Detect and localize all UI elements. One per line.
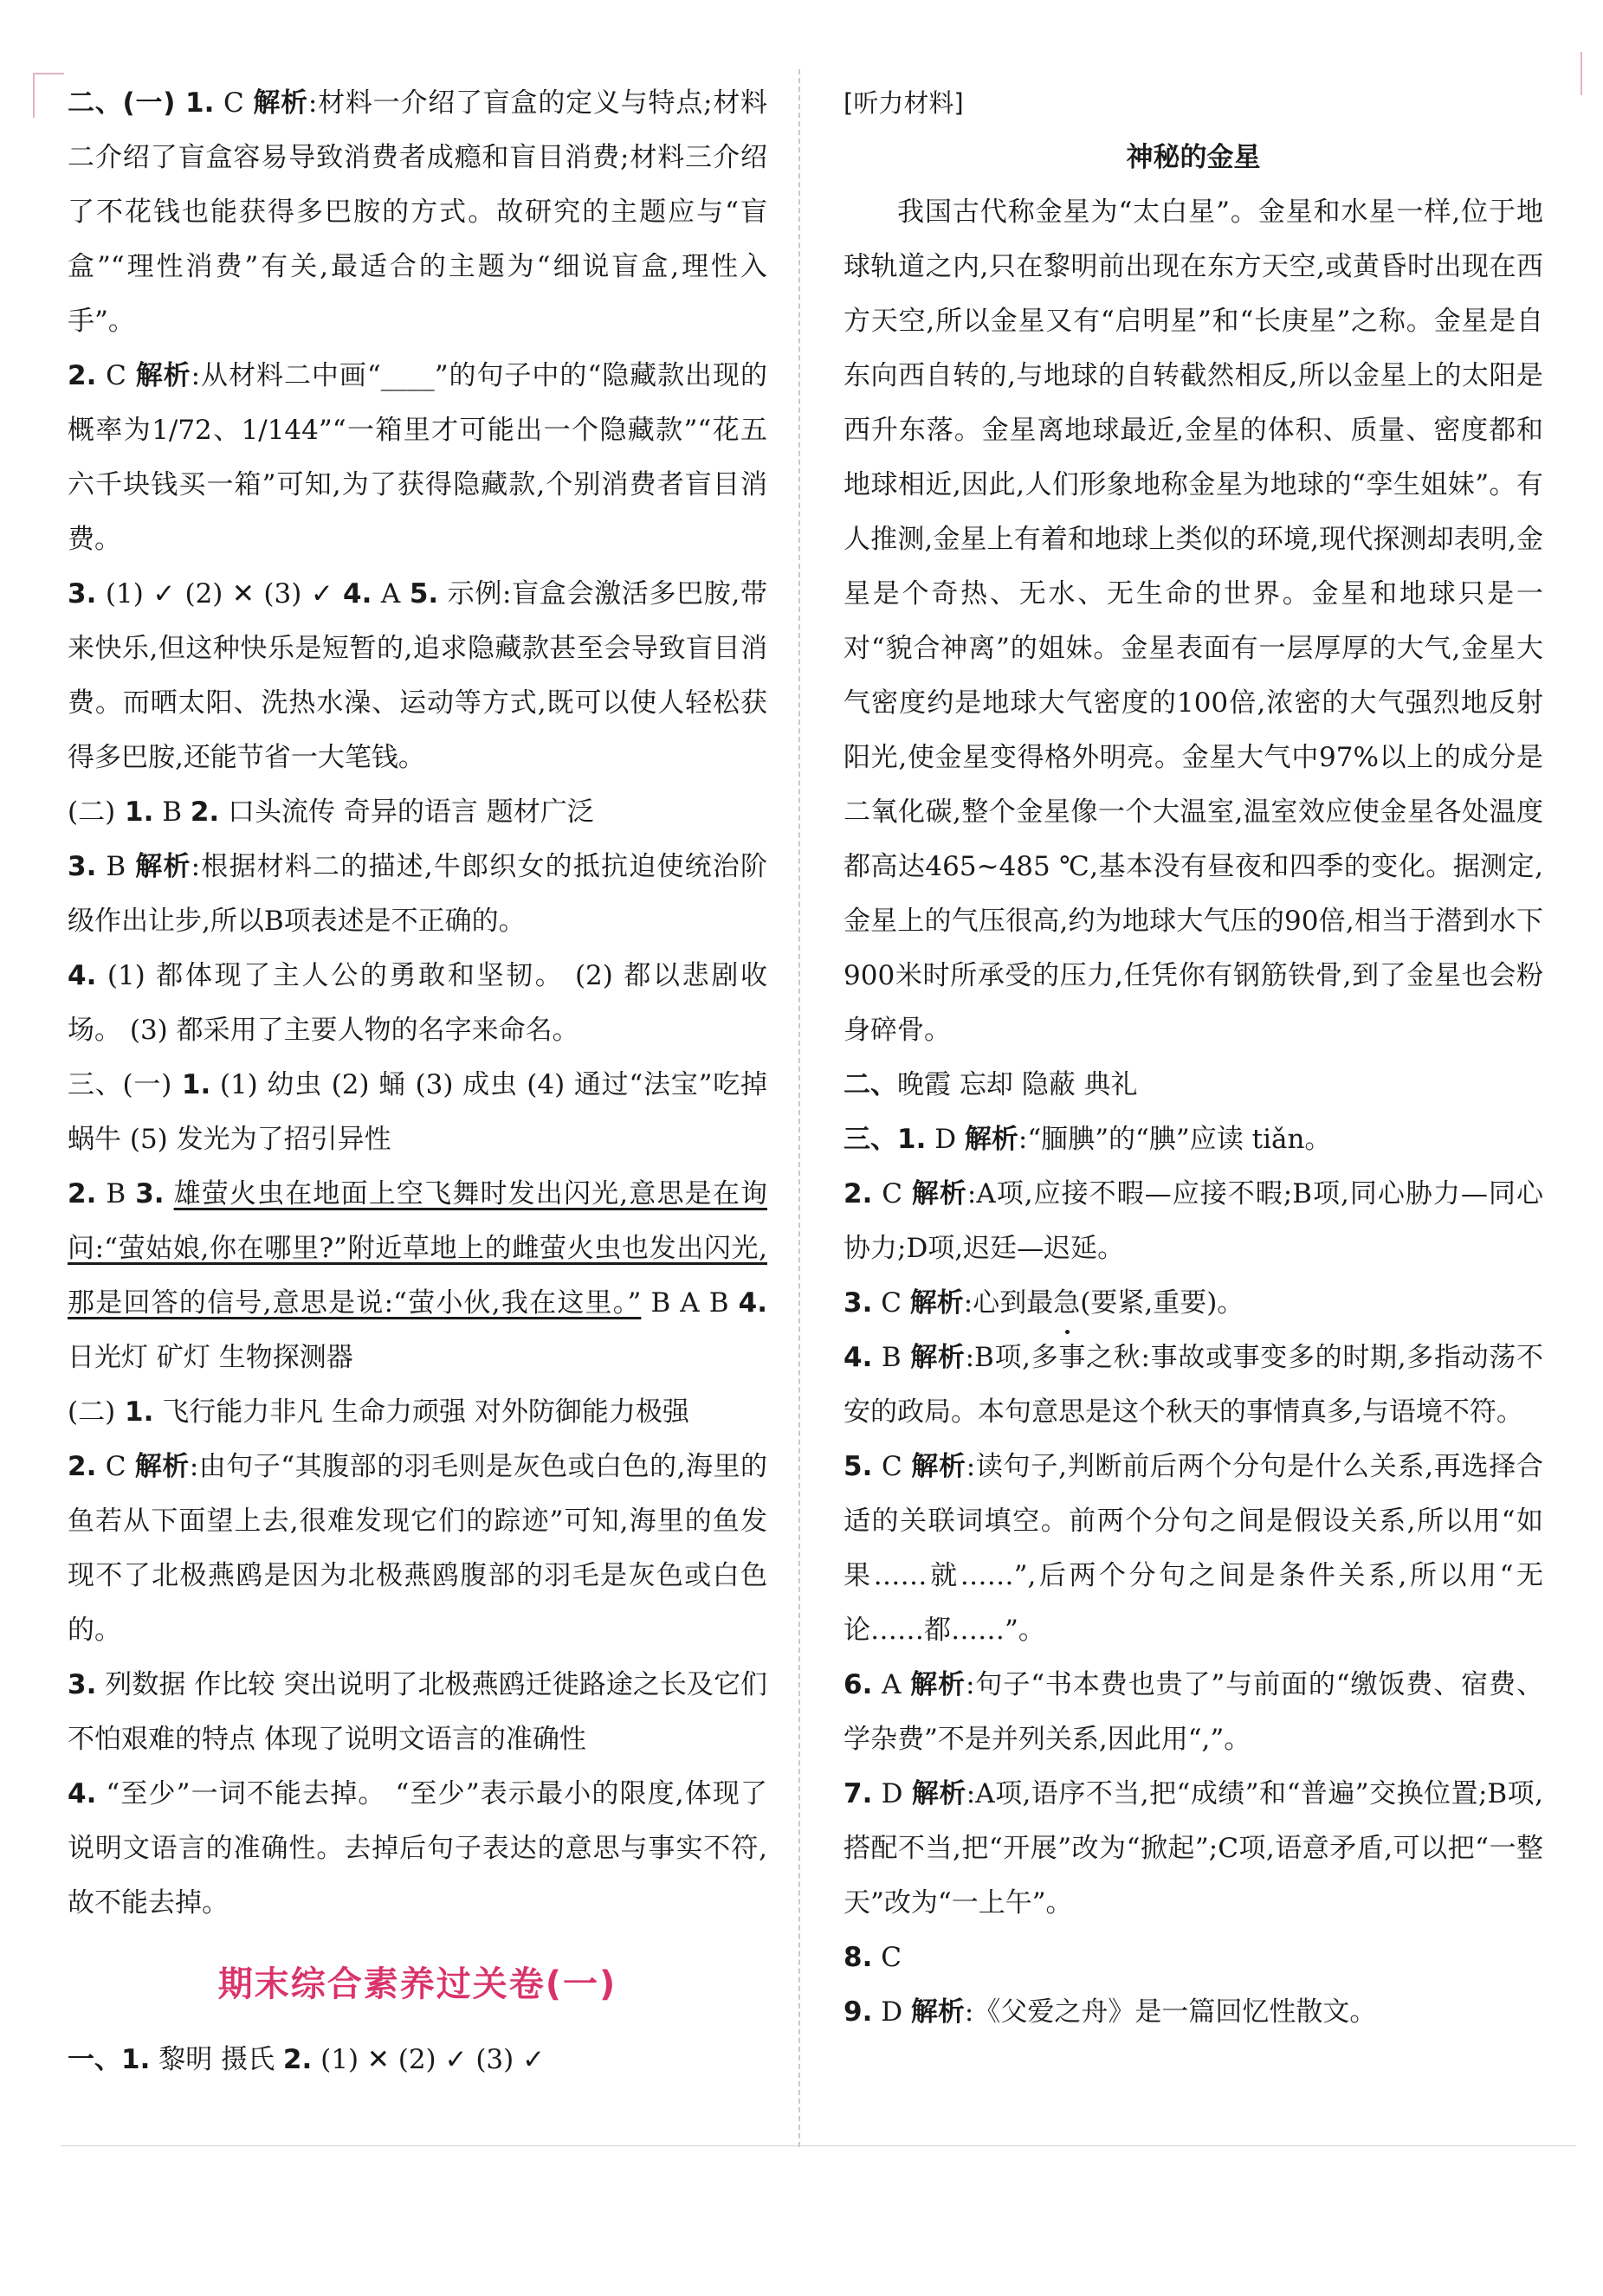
question-number: 4. (68, 1778, 97, 1809)
answer-2-2-1-2 (68, 785, 767, 840)
answer-text: 日光灯 矿灯 生物探测器 (68, 1342, 353, 1373)
question-number: 5. (409, 578, 439, 609)
answer-2-2-3 (68, 840, 767, 949)
analysis-label: 解析 (911, 1451, 966, 1482)
answer-3-9 (844, 1985, 1543, 2040)
answer-text: (1) 幼虫 (2) 蛹 (3) 成虫 (4) 通过“法宝”吃掉蜗牛 (5) 发光为了招引异性 (68, 1069, 767, 1155)
answer-3-3 (844, 1276, 1543, 1331)
answer-3-7 (844, 1767, 1543, 1931)
question-number: 3. (68, 1669, 97, 1700)
column-divider (798, 69, 800, 2147)
answer-letter: B (96, 851, 136, 882)
section-heading: 期末综合素养过关卷(一) (217, 1964, 617, 2004)
answer-2-1-1 (68, 76, 767, 349)
answer-text: 黎明 摄氏 (150, 2044, 283, 2075)
question-number: 4. (68, 960, 97, 991)
answer-2-1-2 (68, 349, 767, 567)
analysis-text: :A项,语序不当,把“成绩”和“普遍”交换位置;B项,搭配不当,把“开展”改为“掀起”;C项,语意矛盾,可以把“一整天”改为“一上午”。 (844, 1778, 1544, 1919)
question-number: 2. (844, 1178, 873, 1209)
corner-mark-right (1580, 52, 1587, 95)
answer-3-1-1 (68, 1058, 767, 1167)
answer-letter: C (214, 87, 254, 119)
analysis-label: 解析 (910, 1669, 966, 1700)
question-number: 1. (115, 797, 154, 828)
answer-3-1 (844, 1113, 1543, 1167)
analysis-text: :《父爱之舟》是一篇回忆性散文。 (964, 1996, 1377, 2028)
analysis-label: 解析 (911, 1178, 967, 1209)
question-number: 一、1. (68, 2044, 151, 2075)
answer-letter: D (926, 1124, 965, 1155)
question-number: 3. (68, 578, 97, 609)
question-number: 6. (844, 1669, 873, 1700)
question-number: 2. (282, 2044, 313, 2075)
corner-mark-left (33, 73, 64, 118)
answer-letter: C (96, 1451, 135, 1482)
answer-text: B A B (641, 1287, 739, 1319)
answer-2-2-4 (68, 949, 767, 1058)
analysis-label: 解析 (135, 851, 191, 882)
answer-letter: A (872, 1669, 911, 1700)
answer-letter: D (872, 1778, 912, 1809)
question-number: 2. (190, 797, 220, 828)
analysis-text: :A项,应接不暇—应接不暇;B项,同心胁力—同心协力;D项,迟廷—迟延。 (844, 1178, 1544, 1264)
answer-3-5 (844, 1440, 1543, 1658)
analysis-label: 解析 (910, 1342, 966, 1373)
question-number: 9. (844, 1996, 873, 2028)
answer-3-1-2-4 (68, 1167, 767, 1385)
right-column (844, 76, 1543, 2040)
analysis-label: 解析 (911, 1778, 966, 1809)
analysis-text: (要紧,重要)。 (1080, 1287, 1244, 1319)
emphasis-dot-char: 急 (1053, 1276, 1080, 1331)
answer-text: 示例:盲盒会激活多巴胺,带来快乐,但这种快乐是短暂的,追求隐藏款甚至会导致盲目消费。而晒太阳、洗热水澡、运动等方式,既可以使人轻松获得多巴胺,还能节省一大笔钱。 (68, 578, 767, 773)
question-number: 3. (68, 851, 97, 882)
answer-3-2 (844, 1167, 1543, 1276)
question-number: 4. (844, 1342, 873, 1373)
question-number: 1. (115, 1396, 154, 1428)
question-number: 5. (844, 1451, 873, 1482)
question-number: 二、(一) 1. (68, 87, 215, 119)
analysis-text: :“腼腆”的“腆”应读 tiǎn。 (1018, 1124, 1332, 1155)
section-number: 二、 (844, 1069, 897, 1100)
section-number: (二) (68, 1396, 116, 1428)
answer-text: B (96, 1178, 136, 1209)
answer-3-4 (844, 1331, 1543, 1440)
analysis-text: :材料一介绍了盲盒的定义与特点;材料二介绍了盲盒容易导致消费者成瘾和盲目消费;材料三介绍了不花钱也能获得多巴胺的方式。故研究的主题应与“盲盒”“理性消费”有关,最适合的主题为“细说盲盒,理性入手”。 (68, 87, 767, 337)
question-number: 三、1. (844, 1124, 927, 1155)
analysis-text: :B项,多事之秋:事故或事变多的时期,多指动荡不安的政局。本句意思是这个秋天的事情真多,与语境不符。 (844, 1342, 1543, 1428)
bottom-rule (61, 2145, 1576, 2146)
question-number: 7. (844, 1778, 873, 1809)
answer-text: A (372, 578, 410, 609)
answer-3-2-3 (68, 1658, 767, 1767)
answer-text: “至少”一词不能去掉。 “至少”表示最小的限度,体现了说明文语言的准确性。去掉后句子表达的意思与事实不符,故不能去掉。 (68, 1778, 767, 1919)
answer-text: (1) 都体现了主人公的勇敢和坚韧。 (2) 都以悲剧收场。 (3) 都采用了主要人物的名字来命名。 (68, 960, 767, 1046)
analysis-label: 解析 (253, 87, 308, 119)
answer-3-2-1 (68, 1385, 767, 1440)
answer-text: 飞行能力非凡 生命力顽强 对外防御能力极强 (153, 1396, 689, 1428)
question-number: 4. (738, 1287, 767, 1319)
answer-letter: C (872, 1178, 912, 1209)
question-number: 2. (68, 360, 97, 391)
answer-letter: D (872, 1996, 911, 2028)
question-number: 2. (68, 1451, 97, 1482)
question-number: 3. (135, 1178, 165, 1209)
answer-letter: C (96, 360, 136, 391)
answer-letter: C (872, 1451, 912, 1482)
section-number: (二) (68, 797, 116, 828)
question-number: 2. (68, 1178, 97, 1209)
answer-letter: B (872, 1342, 911, 1373)
answer-text: 口头流传 奇异的语言 题材广泛 (219, 797, 594, 828)
section-number: 三、(一) (68, 1069, 172, 1100)
answer-3-6 (844, 1658, 1543, 1767)
analysis-text: :读句子,判断前后两个分句是什么关系,再选择合适的关联词填空。前两个分句之间是假设关系,所以用“如果……就……”,后两个分句之间是条件关系,所以用“无论……都……”。 (844, 1451, 1544, 1646)
analysis-label: 解析 (135, 360, 191, 391)
answer-text: 列数据 作比较 突出说明了北极燕鸥迁徙路途之长及它们不怕艰难的特点 体现了说明文语言的准确性 (68, 1669, 767, 1755)
answer-2 (844, 1058, 1543, 1113)
question-number: 4. (343, 578, 372, 609)
listening-text: 我国古代称金星为“太白星”。金星和水星一样,位于地球轨道之内,只在黎明前出现在东方天空,或黄昏时出现在西方天空,所以金星又有“启明星”和“长庚星”之称。金星是自东向西自转的,与地球的自转截然相反,所以金星上的太阳是西升东落。金星离地球最近,金星的体积、质量、密度都和地球相近,因此,人们形象地称金星为地球的“孪生姐妹”。有人推测,金星上有着和地球上类似的环境,现代探测却表明,金星是个奇热、无水、无生命的世界。金星和地球只是一对“貌合神离”的姐妹。金星表面有一层厚厚的大气,金星大气密度约是地球大气密度的100倍,浓密的大气强烈地反射阳光,使金星变得格外明亮。金星大气中97%以上的成分是二氧化碳,整个金星像一个大温室,温室效应使金星各处温度都高达465~485 ℃,基本没有昼夜和四季的变化。据测定,金星上的气压很高,约为地球大气压的90倍,相当于潜到水下900米时所承受的压力,任凭你有钢筋铁骨,到了金星也会粉身碎骨。 (844, 197, 1543, 1046)
answer-letter: C (872, 1942, 902, 1973)
analysis-label: 解析 (910, 1996, 965, 2028)
answer-1-1-2 (68, 2033, 767, 2087)
answer-text: (1) ✓ (2) ✕ (3) ✓ (96, 578, 344, 609)
analysis-label: 解析 (909, 1287, 964, 1319)
listening-title: 神秘的金星 (1126, 142, 1261, 173)
analysis-label: 解析 (134, 1451, 190, 1482)
listening-material-label: [听力材料] (844, 88, 964, 118)
analysis-label: 解析 (964, 1124, 1018, 1155)
analysis-text: :根据材料二的描述,牛郎织女的抵抗迫使统治阶级作出让步,所以B项表述是不正确的。 (68, 851, 768, 937)
answer-text: B (153, 797, 191, 828)
question-number: 1. (171, 1069, 211, 1100)
answer-3-2-2 (68, 1440, 767, 1658)
answer-text: (1) ✕ (2) ✓ (3) ✓ (312, 2044, 546, 2075)
underlined-answer: 雄萤火虫在地面上空飞舞时发出闪光,意思是在询问:“萤姑娘,你在哪里?”附近草地上的雌萤火虫也发出闪光,那是回答的信号,意思是说:“萤小伙,我在这里。” (68, 1178, 767, 1319)
answer-3-2-4 (68, 1767, 767, 1931)
answer-letter: C (872, 1287, 910, 1319)
answer-text: 晚霞 忘却 隐蔽 典礼 (897, 1069, 1138, 1100)
analysis-text: :由句子“其腹部的羽毛则是灰色或白色的,海里的鱼若从下面望上去,很难发现它们的踪迹”可知,海里的鱼发现不了北极燕鸥是因为北极燕鸥腹部的羽毛是灰色或白色的。 (68, 1451, 767, 1646)
left-column (68, 76, 767, 2087)
question-number: 3. (844, 1287, 873, 1319)
question-number: 8. (844, 1942, 873, 1973)
analysis-text: :从材料二中画“____”的句子中的“隐藏款出现的概率为1/72、1/144”“一箱里才可能出一个隐藏款”“花五六千块钱买一箱”可知,为了获得隐藏款,个别消费者盲目消费。 (68, 360, 767, 555)
analysis-text: :句子“书本费也贵了”与前面的“缴饭费、宿费、学杂费”不是并列关系,因此用“,”。 (844, 1669, 1543, 1755)
analysis-text: :心到最 (963, 1287, 1054, 1319)
answer-3-8 (844, 1931, 1543, 1985)
answer-2-1-3-5 (68, 567, 767, 785)
